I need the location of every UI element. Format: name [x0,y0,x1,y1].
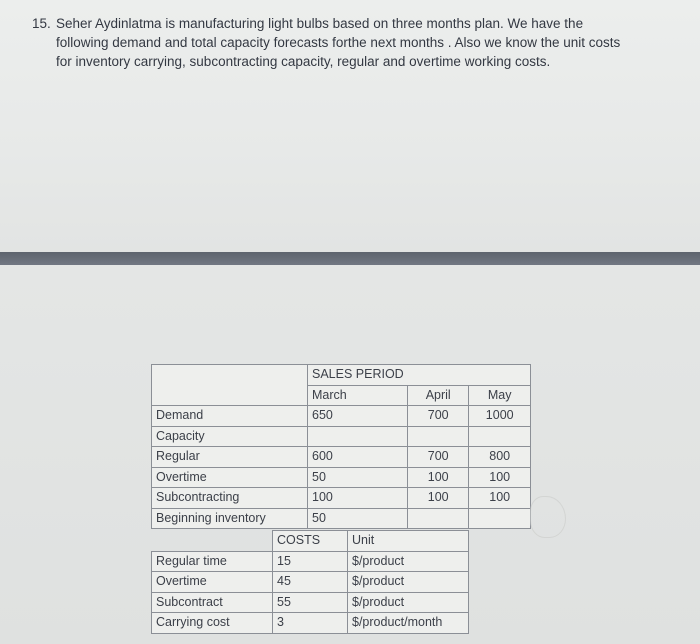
cost-unit-subcontract: $/product [348,592,469,613]
regular-may: 800 [469,447,531,468]
question-line-2: following demand and total capacity forecasts forthe next months . Also we know the unit costs [56,35,621,50]
question-number: 15. [32,16,51,31]
month-april: April [408,385,469,406]
costs-header: COSTS [273,531,348,552]
row-label-demand: Demand [152,406,308,427]
table-row [152,551,469,572]
screen-divider-bar [0,252,700,265]
demand-march: 650 [308,406,408,427]
cost-value-carrying-cost: 3 [273,613,348,634]
demand-may: 1000 [469,406,531,427]
cost-label-subcontract: Subcontract [152,592,273,613]
regular-april: 700 [408,447,469,468]
faint-pencil-mark [530,496,566,538]
row-label-subcontracting: Subcontracting [152,488,308,509]
table-row [152,572,469,593]
upper-paper-area [0,0,700,252]
table-row [152,531,469,552]
unit-header: Unit [348,531,469,552]
sales-period-table [151,364,531,529]
month-march: March [308,385,408,406]
cost-unit-regular-time: $/product [348,551,469,572]
subcontracting-may: 100 [469,488,531,509]
table-row [152,426,531,447]
question-text [32,14,682,71]
cost-value-regular-time: 15 [273,551,348,572]
table-row [152,406,531,427]
row-label-capacity: Capacity [152,426,308,447]
overtime-april: 100 [408,467,469,488]
table-row [152,592,469,613]
table-row [152,613,469,634]
question-line-1: 15. Seher Aydinlatma is manufacturing light bulbs based on three months plan. We have the [32,16,584,31]
cost-label-overtime: Overtime [152,572,273,593]
table-row [152,467,531,488]
sales-period-header: SALES PERIOD [308,365,408,386]
beginning-inventory-value: 50 [308,508,408,529]
overtime-march: 50 [308,467,408,488]
cost-label-regular-time: Regular time [152,551,273,572]
table-row [152,508,531,529]
costs-table [151,530,469,634]
cost-unit-overtime: $/product [348,572,469,593]
cost-value-overtime: 45 [273,572,348,593]
table-row [152,365,531,386]
question-line-3: for inventory carrying, subcontracting capacity, regular and overtime working costs. [56,54,551,69]
overtime-may: 100 [469,467,531,488]
cost-unit-carrying-cost: $/product/month [348,613,469,634]
regular-march: 600 [308,447,408,468]
row-label-regular: Regular [152,447,308,468]
subcontracting-march: 100 [308,488,408,509]
row-label-beginning-inventory: Beginning inventory [152,508,308,529]
cost-value-subcontract: 55 [273,592,348,613]
table-row [152,447,531,468]
month-may: May [469,385,531,406]
demand-april: 700 [408,406,469,427]
row-label-overtime: Overtime [152,467,308,488]
table-row [152,385,531,406]
subcontracting-april: 100 [408,488,469,509]
cost-label-carrying-cost: Carrying cost [152,613,273,634]
table-row [152,488,531,509]
